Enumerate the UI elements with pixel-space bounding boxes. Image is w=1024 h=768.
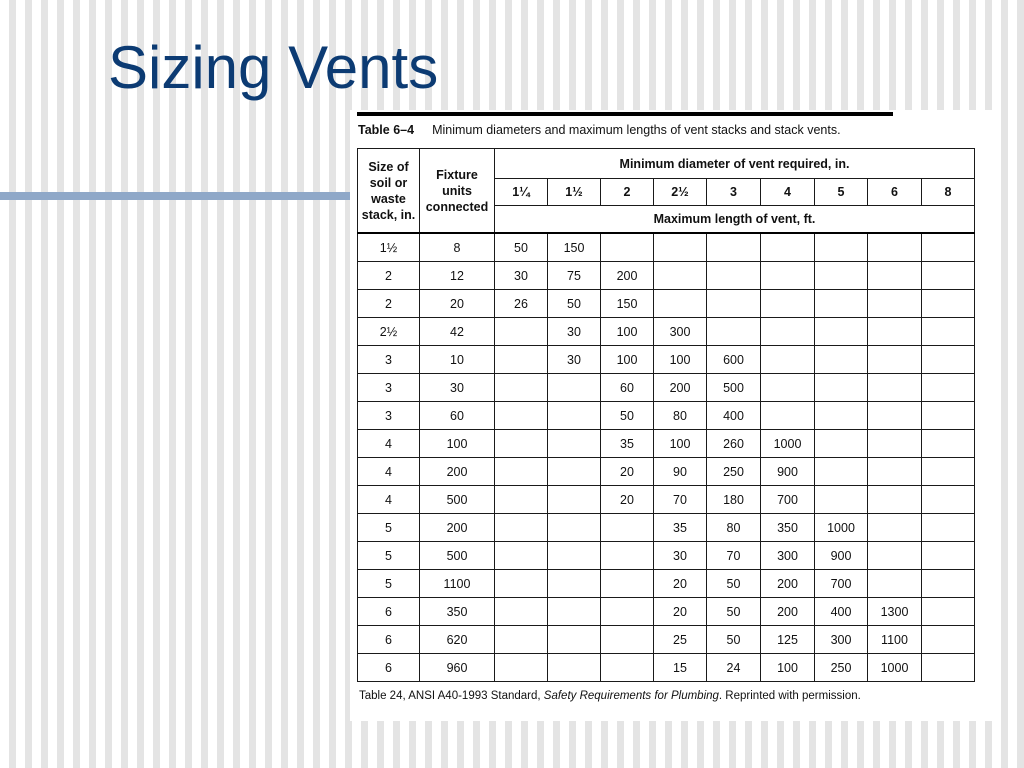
vent-length-cell: 300 — [815, 626, 868, 654]
vent-length-cell — [922, 233, 975, 262]
table-row — [358, 598, 975, 626]
fixture-units-cell: 30 — [420, 374, 495, 402]
vent-length-cell — [548, 486, 601, 514]
vent-length-cell — [868, 542, 922, 570]
vent-length-cell: 150 — [548, 233, 601, 262]
table-row — [358, 626, 975, 654]
vent-length-cell: 600 — [707, 346, 761, 374]
table-row — [358, 542, 975, 570]
vent-length-cell — [761, 374, 815, 402]
vent-length-cell: 35 — [601, 430, 654, 458]
vent-length-cell — [868, 290, 922, 318]
vent-length-cell: 150 — [601, 290, 654, 318]
vent-length-cell: 70 — [654, 486, 707, 514]
source-prefix: Table 24, ANSI A40-1993 Standard, — [359, 690, 544, 702]
fixture-units-cell: 620 — [420, 626, 495, 654]
vent-length-cell — [815, 458, 868, 486]
vent-length-cell — [601, 570, 654, 598]
vent-length-cell — [495, 542, 548, 570]
vent-length-cell — [495, 654, 548, 682]
table-row — [358, 374, 975, 402]
table-row — [358, 346, 975, 374]
vent-length-cell: 90 — [654, 458, 707, 486]
vent-length-cell — [495, 318, 548, 346]
fixture-units-cell: 350 — [420, 598, 495, 626]
vent-length-cell — [922, 626, 975, 654]
vent-length-cell: 125 — [761, 626, 815, 654]
table-caption — [358, 123, 841, 137]
vent-length-cell — [868, 458, 922, 486]
vent-length-cell — [548, 402, 601, 430]
stack-size-cell: 5 — [358, 570, 420, 598]
vent-length-cell — [922, 598, 975, 626]
vent-length-cell — [922, 514, 975, 542]
vent-length-cell — [548, 374, 601, 402]
stack-size-cell: 6 — [358, 626, 420, 654]
vent-length-cell — [868, 402, 922, 430]
vent-length-cell: 900 — [761, 458, 815, 486]
vent-length-cell — [495, 458, 548, 486]
vent-length-cell: 50 — [707, 570, 761, 598]
vent-length-cell: 30 — [548, 318, 601, 346]
vent-length-cell — [495, 570, 548, 598]
vent-length-cell — [815, 290, 868, 318]
vent-length-cell — [868, 486, 922, 514]
vent-length-cell: 20 — [654, 570, 707, 598]
vent-length-cell: 25 — [654, 626, 707, 654]
vent-length-cell: 20 — [601, 458, 654, 486]
vent-length-cell — [654, 290, 707, 318]
vent-length-cell: 1000 — [815, 514, 868, 542]
vent-length-cell: 70 — [707, 542, 761, 570]
fixture-units-cell: 960 — [420, 654, 495, 682]
vent-length-cell: 26 — [495, 290, 548, 318]
diameter-header-cell: 3 — [707, 179, 761, 206]
stack-size-cell: 6 — [358, 598, 420, 626]
vent-length-cell: 200 — [654, 374, 707, 402]
vent-length-cell: 250 — [707, 458, 761, 486]
source-suffix: . Reprinted with permission. — [718, 690, 861, 702]
vent-length-cell — [922, 374, 975, 402]
fixture-units-cell: 20 — [420, 290, 495, 318]
vent-length-cell — [601, 598, 654, 626]
stack-size-cell: 2 — [358, 262, 420, 290]
vent-length-cell — [707, 318, 761, 346]
table-row — [358, 654, 975, 682]
stack-size-cell: 3 — [358, 346, 420, 374]
vent-length-cell: 700 — [815, 570, 868, 598]
vent-length-cell — [868, 262, 922, 290]
vent-length-cell: 200 — [761, 598, 815, 626]
vent-length-cell — [707, 290, 761, 318]
vent-length-cell — [495, 430, 548, 458]
vent-length-cell — [868, 346, 922, 374]
fixture-units-cell: 42 — [420, 318, 495, 346]
stack-size-cell: 2½ — [358, 318, 420, 346]
vent-length-cell — [815, 402, 868, 430]
vent-length-cell: 250 — [815, 654, 868, 682]
vent-length-cell: 900 — [815, 542, 868, 570]
vent-length-cell: 50 — [707, 598, 761, 626]
vent-length-cell — [868, 318, 922, 346]
min-diameter-header: Minimum diameter of vent required, in. — [495, 149, 975, 179]
fixture-units-cell: 8 — [420, 233, 495, 262]
vent-length-cell — [548, 542, 601, 570]
fixture-units-cell: 500 — [420, 486, 495, 514]
diameter-header-cell: 6 — [868, 179, 922, 206]
vent-length-cell — [922, 570, 975, 598]
vent-length-cell — [868, 233, 922, 262]
table-row — [358, 262, 975, 290]
vent-length-cell — [707, 262, 761, 290]
vent-length-cell — [761, 318, 815, 346]
vent-length-cell: 20 — [654, 598, 707, 626]
vent-length-cell: 100 — [654, 346, 707, 374]
stack-size-cell: 2 — [358, 290, 420, 318]
source-title: Safety Requirements for Plumbing — [543, 690, 719, 702]
stack-size-cell: 5 — [358, 514, 420, 542]
vent-length-cell: 400 — [815, 598, 868, 626]
vent-length-cell — [868, 430, 922, 458]
table-row — [358, 290, 975, 318]
vent-length-cell: 80 — [707, 514, 761, 542]
vent-length-cell: 200 — [761, 570, 815, 598]
table-row — [358, 430, 975, 458]
stack-size-cell: 6 — [358, 654, 420, 682]
vent-table — [357, 148, 975, 682]
vent-length-cell — [495, 514, 548, 542]
table-row — [358, 233, 975, 262]
vent-length-cell: 50 — [707, 626, 761, 654]
slide-title: Sizing Vents — [108, 34, 439, 101]
fixture-units-cell: 1100 — [420, 570, 495, 598]
stack-size-cell: 1½ — [358, 233, 420, 262]
stack-size-cell: 5 — [358, 542, 420, 570]
vent-length-cell — [815, 486, 868, 514]
fixture-units-header: Fixture units connected — [420, 149, 495, 234]
vent-length-cell — [868, 570, 922, 598]
vent-length-cell: 1000 — [761, 430, 815, 458]
vent-length-cell — [654, 233, 707, 262]
diameter-header-cell: 1¼ — [495, 179, 548, 206]
diameter-header-cell: 8 — [922, 179, 975, 206]
vent-length-cell — [495, 374, 548, 402]
caption-text: Minimum diameters and maximum lengths of vent stacks and stack vents. — [432, 123, 841, 137]
vent-length-cell — [495, 402, 548, 430]
vent-length-cell: 100 — [601, 346, 654, 374]
vent-length-cell: 30 — [548, 346, 601, 374]
vent-length-cell — [761, 402, 815, 430]
stack-size-header: Size of soil or waste stack, in. — [358, 149, 420, 234]
table-row — [358, 318, 975, 346]
vent-length-cell — [761, 346, 815, 374]
vent-length-cell: 100 — [761, 654, 815, 682]
source-note — [359, 690, 861, 702]
vent-length-cell: 180 — [707, 486, 761, 514]
vent-length-cell — [922, 430, 975, 458]
vent-length-cell: 1300 — [868, 598, 922, 626]
vent-length-cell — [868, 514, 922, 542]
max-length-header: Maximum length of vent, ft. — [495, 206, 975, 234]
diameter-header-cell: 2 — [601, 179, 654, 206]
vent-length-cell — [601, 542, 654, 570]
vent-length-cell: 50 — [495, 233, 548, 262]
table-row — [358, 458, 975, 486]
vent-length-cell — [922, 542, 975, 570]
diameter-header-cell: 4 — [761, 179, 815, 206]
vent-length-cell — [815, 430, 868, 458]
vent-length-cell: 50 — [548, 290, 601, 318]
vent-length-cell — [815, 262, 868, 290]
stack-size-cell: 3 — [358, 402, 420, 430]
fixture-units-cell: 200 — [420, 458, 495, 486]
vent-length-cell — [922, 290, 975, 318]
vent-length-cell — [495, 626, 548, 654]
fixture-units-cell: 500 — [420, 542, 495, 570]
stack-size-cell: 4 — [358, 486, 420, 514]
vent-length-cell: 350 — [761, 514, 815, 542]
vent-length-cell: 260 — [707, 430, 761, 458]
vent-length-cell: 50 — [601, 402, 654, 430]
vent-length-cell — [922, 318, 975, 346]
table-row — [358, 514, 975, 542]
fixture-units-cell: 100 — [420, 430, 495, 458]
vent-length-cell: 500 — [707, 374, 761, 402]
vent-length-cell: 80 — [654, 402, 707, 430]
vent-length-cell: 700 — [761, 486, 815, 514]
vent-length-cell — [495, 598, 548, 626]
vent-length-cell — [548, 458, 601, 486]
stack-size-cell: 4 — [358, 430, 420, 458]
table-figure — [350, 110, 1000, 721]
stack-size-cell: 3 — [358, 374, 420, 402]
fixture-units-cell: 60 — [420, 402, 495, 430]
vent-length-cell: 75 — [548, 262, 601, 290]
fixture-units-cell: 200 — [420, 514, 495, 542]
table-row — [358, 402, 975, 430]
fixture-units-cell: 12 — [420, 262, 495, 290]
stack-size-cell: 4 — [358, 458, 420, 486]
vent-length-cell: 24 — [707, 654, 761, 682]
vent-length-cell — [707, 233, 761, 262]
vent-length-cell: 15 — [654, 654, 707, 682]
vent-length-cell — [922, 402, 975, 430]
vent-length-cell — [601, 626, 654, 654]
vent-length-cell — [495, 486, 548, 514]
vent-length-cell — [922, 486, 975, 514]
vent-length-cell — [868, 374, 922, 402]
vent-length-cell: 30 — [495, 262, 548, 290]
vent-length-cell — [548, 626, 601, 654]
vent-length-cell — [495, 346, 548, 374]
vent-length-cell — [815, 318, 868, 346]
table-row — [358, 570, 975, 598]
vent-length-cell — [922, 346, 975, 374]
vent-length-cell — [654, 262, 707, 290]
vent-length-cell: 35 — [654, 514, 707, 542]
table-number: Table 6–4 — [358, 123, 415, 137]
vent-length-cell — [761, 233, 815, 262]
vent-length-cell — [548, 654, 601, 682]
diameter-header-cell: 1½ — [548, 179, 601, 206]
vent-length-cell — [548, 514, 601, 542]
vent-length-cell: 20 — [601, 486, 654, 514]
vent-length-cell — [922, 458, 975, 486]
diameter-header-cell: 5 — [815, 179, 868, 206]
vent-length-cell: 400 — [707, 402, 761, 430]
vent-length-cell: 1000 — [868, 654, 922, 682]
top-rule — [357, 112, 893, 116]
vent-length-cell: 300 — [761, 542, 815, 570]
vent-length-cell — [601, 233, 654, 262]
vent-length-cell: 1100 — [868, 626, 922, 654]
vent-length-cell: 100 — [654, 430, 707, 458]
vent-length-cell — [761, 262, 815, 290]
vent-length-cell — [761, 290, 815, 318]
table-row — [358, 486, 975, 514]
vent-length-cell: 300 — [654, 318, 707, 346]
vent-length-cell — [922, 654, 975, 682]
diameter-header-cell: 2½ — [654, 179, 707, 206]
vent-length-cell — [815, 374, 868, 402]
vent-length-cell — [601, 654, 654, 682]
vent-length-cell: 200 — [601, 262, 654, 290]
accent-bar — [0, 192, 352, 200]
vent-length-cell — [922, 262, 975, 290]
vent-length-cell — [548, 598, 601, 626]
vent-length-cell: 30 — [654, 542, 707, 570]
vent-length-cell — [548, 430, 601, 458]
fixture-units-cell: 10 — [420, 346, 495, 374]
vent-length-cell — [548, 570, 601, 598]
vent-length-cell: 60 — [601, 374, 654, 402]
vent-length-cell: 100 — [601, 318, 654, 346]
vent-length-cell — [601, 514, 654, 542]
vent-length-cell — [815, 233, 868, 262]
vent-length-cell — [815, 346, 868, 374]
